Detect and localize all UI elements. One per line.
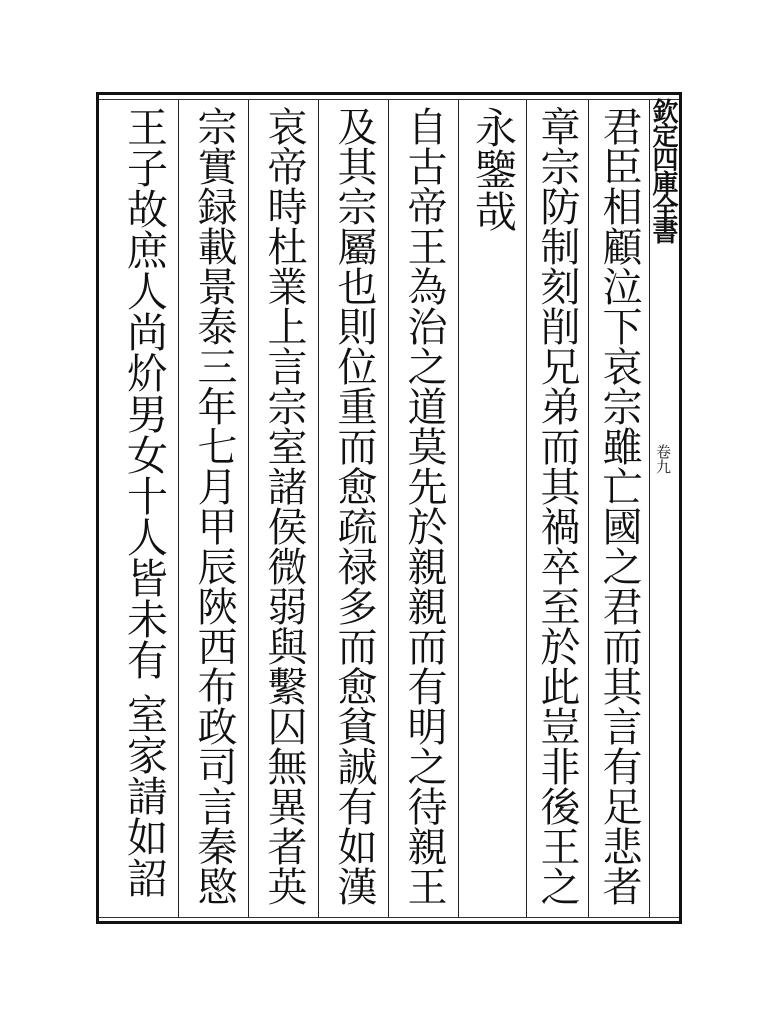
- text-column-1: 君臣相顧泣下哀宗雖亡國之君而其言有足悲者: [596, 106, 642, 906]
- border-left: [96, 92, 99, 924]
- border-top: [96, 92, 682, 95]
- column-rule: [388, 100, 389, 917]
- border-bottom-inner: [96, 917, 682, 918]
- border-right: [679, 92, 682, 924]
- text-column-6: 哀帝時杜業上言宗室諸侯微弱與繫囚無異者英: [261, 106, 307, 906]
- book-title: 欽定四庫全書: [648, 98, 678, 242]
- text-column-4: 自古帝王為治之道莫先於親親而有明之待親王: [401, 106, 447, 906]
- column-rule: [178, 100, 179, 917]
- text-column-2: 章宗防制刻削兄弟而其禍卒至於此豈非後王之: [534, 106, 580, 906]
- text-column-5: 及其宗屬也則位重而愈疏禄多而愈貧誠有如漢: [331, 106, 377, 906]
- page-frame: [96, 92, 682, 924]
- border-top-inner: [96, 99, 682, 100]
- text-column-3: 永鑒哉: [469, 106, 518, 232]
- margin-column: [649, 92, 677, 924]
- border-bottom: [96, 921, 682, 924]
- column-rule: [458, 100, 459, 917]
- text-column-7: 宗實録載景泰三年七月甲辰陜西布政司言秦愍: [191, 106, 237, 906]
- text-column-8: 王子故庶人尚炌男女十人皆未有 室家請如詔: [120, 106, 168, 899]
- chapter-label: 卷九: [654, 444, 672, 474]
- column-rule: [318, 100, 319, 917]
- column-rule: [248, 100, 249, 917]
